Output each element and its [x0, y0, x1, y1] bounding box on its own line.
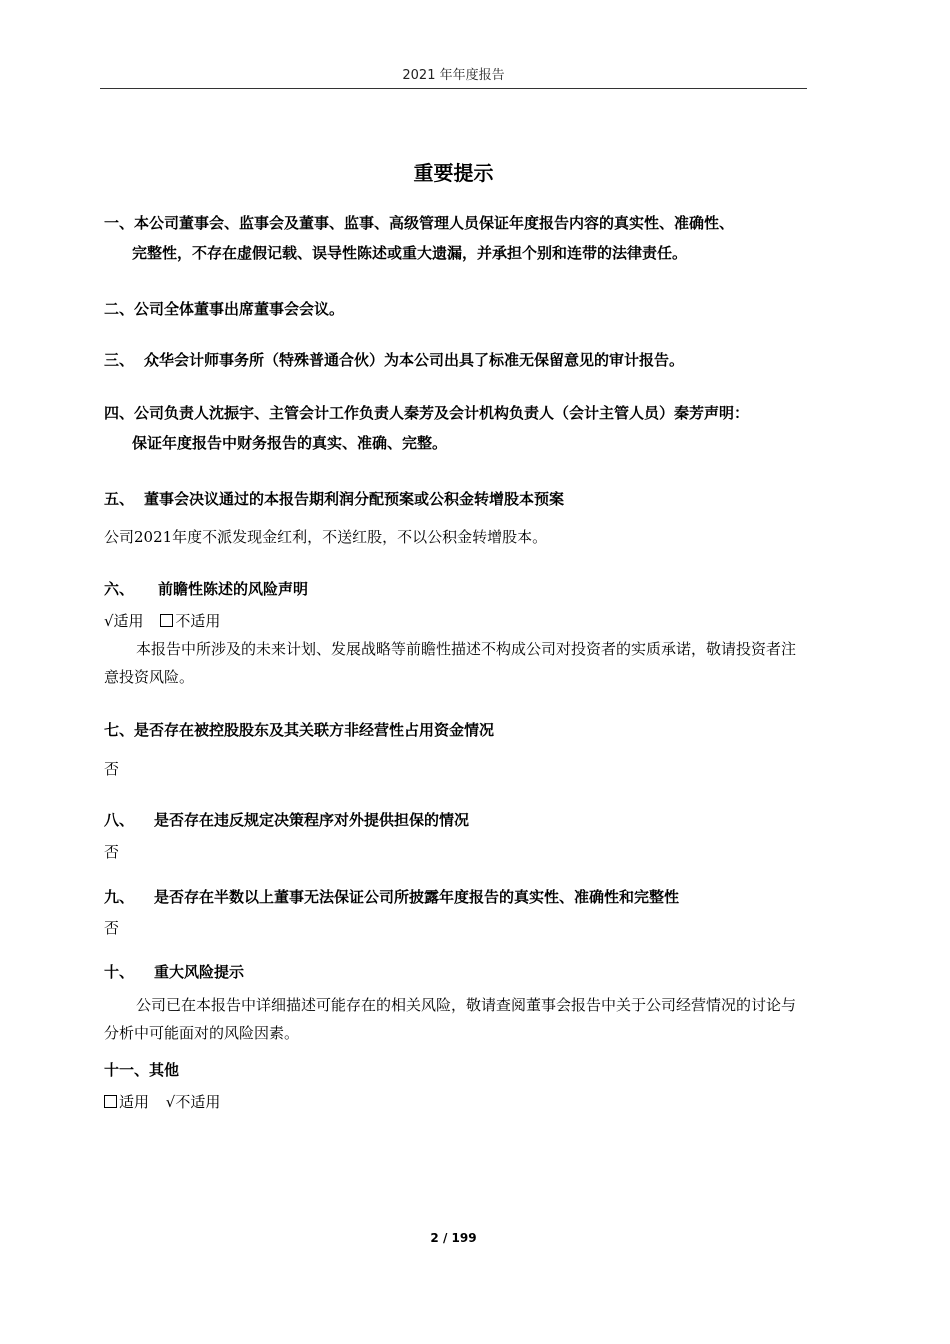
- section-9-text: 是否存在半数以上董事无法保证公司所披露年度报告的真实性、准确性和完整性: [154, 888, 680, 906]
- section-5-text: 董事会决议通过的本报告期利润分配预案或公积金转增股本预案: [144, 490, 565, 508]
- section-5-body: 公司2021年度不派发现金红利，不送红股，不以公积金转增股本。: [104, 528, 548, 546]
- section-8: [104, 805, 814, 835]
- section-9-answer: 否: [104, 919, 120, 937]
- section-6-body: 本报告中所涉及的未来计划、发展战略等前瞻性描述不构成公司对投资者的实质承诺，敬请投资者注意投资风险。: [104, 640, 797, 686]
- header-divider: [100, 88, 807, 89]
- page-title: 重要提示: [413, 161, 494, 185]
- checkbox-icon: [104, 1095, 117, 1108]
- applicable-checked-option: √适用: [104, 612, 144, 630]
- section-1: [104, 208, 814, 262]
- section-3: [104, 345, 814, 375]
- section-8-number: 八、: [104, 811, 135, 829]
- section-10-number: 十、: [104, 963, 135, 981]
- checkbox-icon: [160, 614, 173, 627]
- section-4-text: 公司负责人沈振宇、主管会计工作负责人秦芳及会计机构负责人（会计主管人员）秦芳声明：: [134, 404, 750, 422]
- section-4: [104, 398, 814, 452]
- section-6: [104, 574, 814, 604]
- section-3-text: 众华会计师事务所（特殊普通合伙）为本公司出具了标准无保留意见的审计报告。: [144, 351, 685, 369]
- section-5: [104, 484, 814, 514]
- section-3-number: 三、: [104, 351, 135, 369]
- section-11-number: 十一、: [104, 1061, 150, 1079]
- section-1-number: 一、: [104, 214, 135, 232]
- section-11-text: 其他: [149, 1061, 180, 1079]
- not-applicable-checked-option: √不适用: [165, 1093, 221, 1111]
- section-2: [104, 294, 814, 324]
- section-10-body: 公司已在本报告中详细描述可能存在的相关风险，敬请查阅董事会报告中关于公司经营情况的讨论与分析中可能面对的风险因素。: [104, 996, 797, 1042]
- not-applicable-option: 不适用: [175, 612, 221, 630]
- section-4-continuation: 保证年度报告中财务报告的真实、准确、完整。: [132, 434, 448, 452]
- section-11-applicability: [104, 1088, 220, 1116]
- running-header: 2021 年年度报告: [402, 68, 505, 83]
- section-6-applicability: [104, 607, 220, 635]
- section-8-answer: 否: [104, 843, 120, 861]
- section-7-text: 是否存在被控股股东及其关联方非经营性占用资金情况: [134, 721, 495, 739]
- section-1-text: 本公司董事会、监事会及董事、监事、高级管理人员保证年度报告内容的真实性、准确性、: [134, 214, 735, 232]
- section-10-text: 重大风险提示: [154, 963, 245, 981]
- section-6-text: 前瞻性陈述的风险声明: [158, 580, 309, 598]
- section-8-text: 是否存在违反规定决策程序对外提供担保的情况: [154, 811, 470, 829]
- section-7-answer: 否: [104, 760, 120, 778]
- section-2-text: 公司全体董事出席董事会会议。: [134, 300, 345, 318]
- page-number: 2 / 199: [430, 1231, 477, 1245]
- section-11: [104, 1055, 814, 1085]
- section-5-number: 五、: [104, 490, 135, 508]
- section-10: [104, 957, 814, 987]
- section-9-number: 九、: [104, 888, 135, 906]
- applicable-option: 适用: [119, 1093, 150, 1111]
- section-2-number: 二、: [104, 300, 135, 318]
- section-7-number: 七、: [104, 721, 135, 739]
- section-4-number: 四、: [104, 404, 135, 422]
- section-6-number: 六、: [104, 580, 135, 598]
- section-1-continuation: 完整性，不存在虚假记载、误导性陈述或重大遗漏，并承担个别和连带的法律责任。: [132, 244, 688, 262]
- section-7: [104, 715, 814, 745]
- section-9: [104, 882, 814, 912]
